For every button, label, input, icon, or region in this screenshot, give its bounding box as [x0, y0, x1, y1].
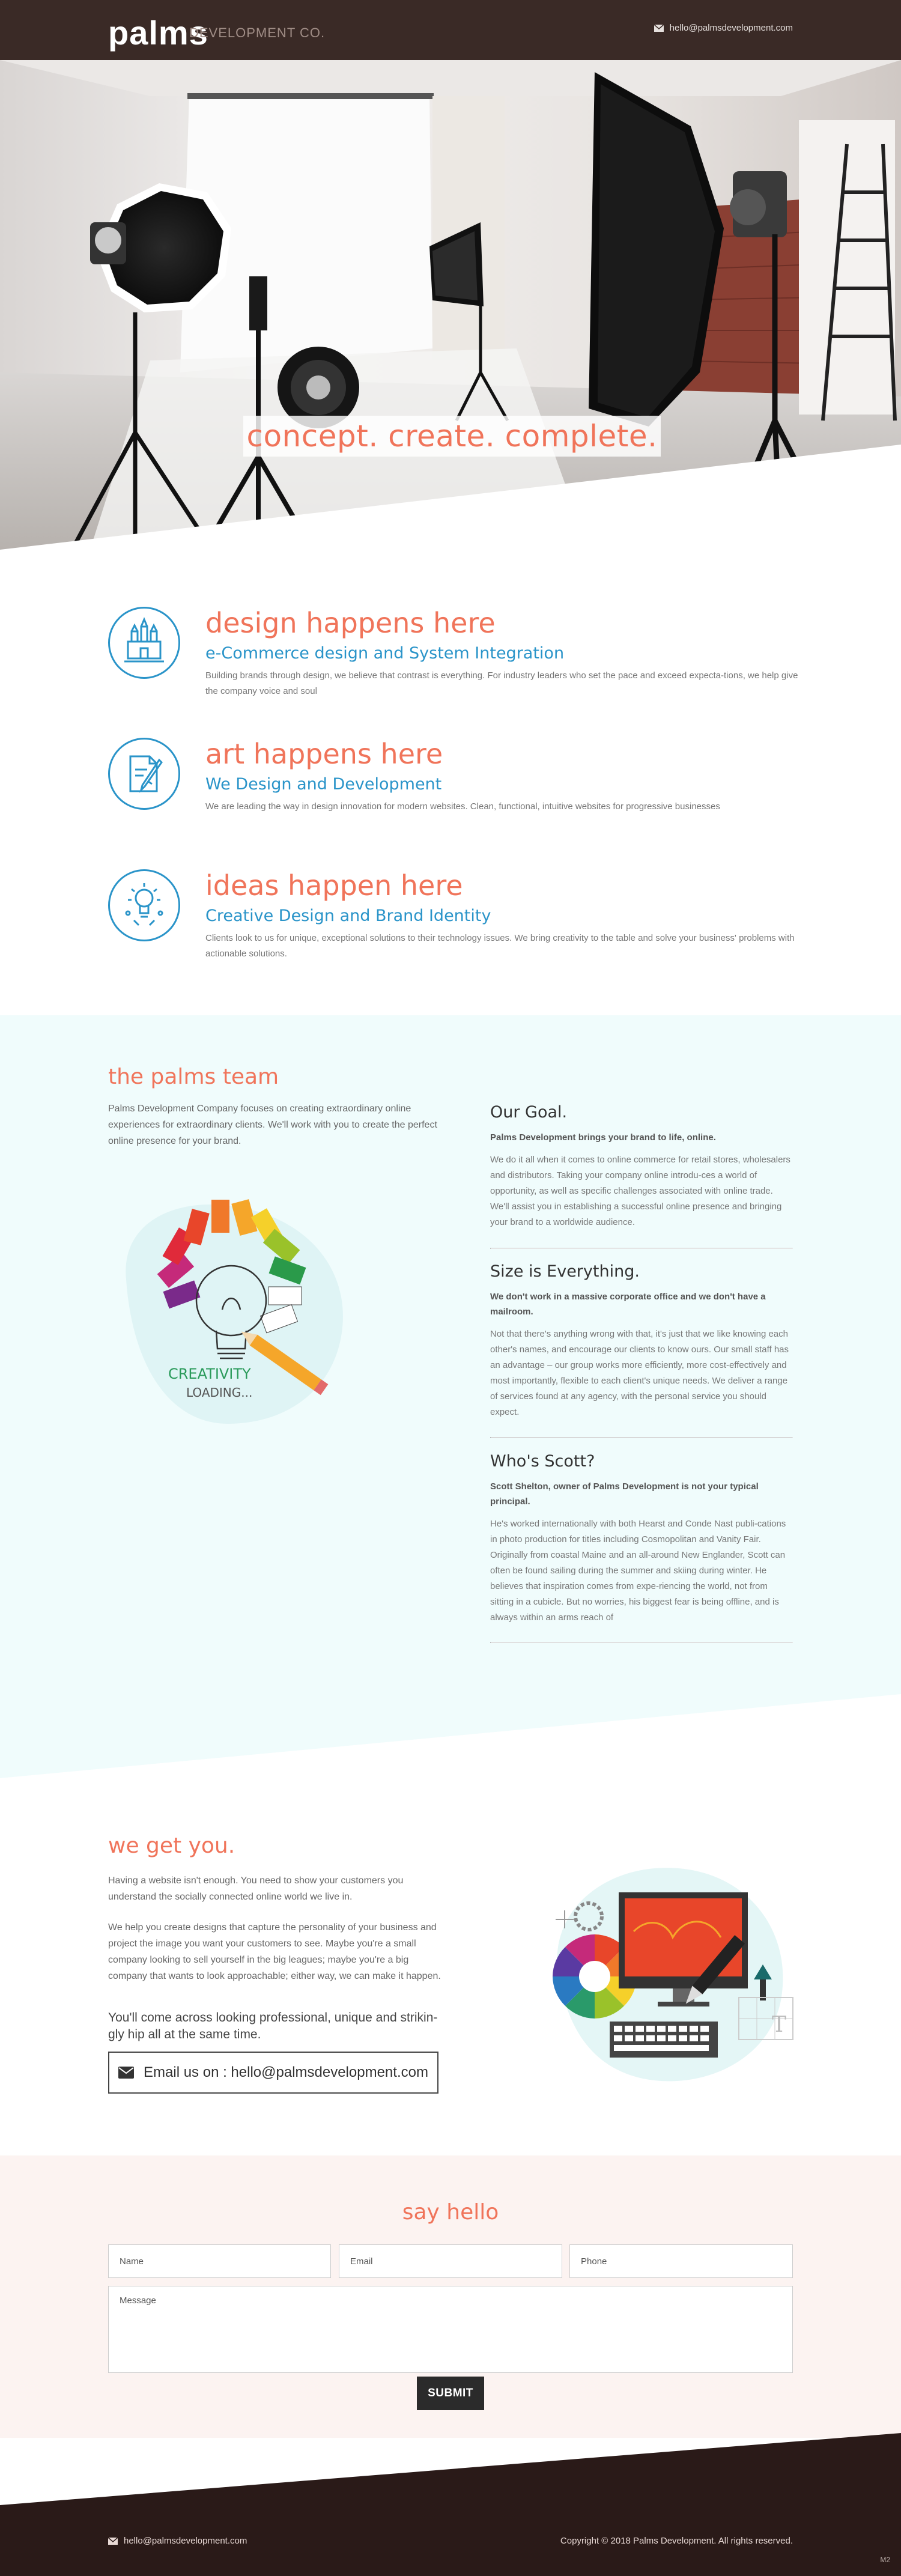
studio-photo-image: [0, 60, 901, 550]
divider: [490, 1248, 793, 1249]
castle-design-icon: [108, 607, 180, 679]
hero-tagline-box: [243, 416, 661, 457]
header-email-link[interactable]: [654, 23, 793, 33]
get-you-paragraph-2: We help you create designs that capture the personality of your business and project the image you want your customers to see. Maybe you're a small company looking to sell yourself in the big leagues; maybe you're a big company that wants to look approachable; either way, we can make it happen.: [108, 1922, 441, 1981]
divider: [490, 1642, 793, 1643]
block-text: Not that there's anything wrong with that, it's just that we like knowing each other's names, and encourage our clients to know ours. Our small staff has an advantage – our group works more efficiently, more cost-effectively and most importantly, flexible to each client's unique needs. We deliver a range of services found at any agency, with the personal service you should expect.: [490, 1329, 789, 1417]
block-text: We do it all when it comes to online commerce for retail stores, wholesalers and distributors. Taking your company online introdu-ces a world of opportunity, as well as specific challenges associated with online trade. We'll assist you in establishing a successful online presence and bringing your brand to a worldwide audience.: [490, 1155, 790, 1227]
name-field[interactable]: [108, 2244, 331, 2278]
footer-badge: M2: [880, 2556, 890, 2564]
service-title: ideas happen here: [205, 869, 463, 902]
service-subtitle: e-Commerce design and System Integration: [205, 644, 565, 663]
block-heading: Size is Everything.: [490, 1262, 640, 1281]
pencil-document-icon: [108, 738, 180, 810]
message-field[interactable]: [108, 2286, 793, 2373]
envelope-icon: [108, 2538, 118, 2545]
footer-email-link[interactable]: [108, 2536, 247, 2546]
hero-section: [0, 60, 901, 550]
get-you-title: we get you.: [108, 1833, 235, 1858]
footer-email-text: hello@palmsdevelopment.com: [124, 2536, 247, 2546]
block-lead: Palms Development brings your brand to life, online.: [490, 1132, 716, 1143]
submit-button[interactable]: SUBMIT: [417, 2377, 484, 2410]
svg-text:T: T: [772, 2012, 787, 2037]
service-design: [108, 607, 798, 709]
hero-tagline: concept. create. complete.: [246, 419, 658, 454]
service-text: Clients look to us for unique, exceptional solutions to their technology issues. We bring creativity to the table and solve your business' problems with actionable solutions.: [205, 933, 795, 959]
footer-background: [0, 2433, 901, 2576]
team-title: the palms team: [108, 1065, 279, 1089]
phone-field[interactable]: [569, 2244, 793, 2278]
get-you-paragraph-1: Having a website isn't enough. You need to show your customers you understand the socially connected online world we live in.: [108, 1876, 404, 1902]
email-us-button[interactable]: [108, 2052, 438, 2094]
service-title: art happens here: [205, 738, 443, 770]
email-us-label: Email us on : hello@palmsdevelopment.com: [144, 2064, 428, 2080]
logo[interactable]: palms: [108, 14, 208, 52]
block-heading: Who's Scott?: [490, 1452, 595, 1471]
service-subtitle: We Design and Development: [205, 775, 442, 794]
team-block-scott: [490, 1452, 793, 1626]
loading-art-text: LOADING...: [186, 1385, 253, 1400]
block-heading: Our Goal.: [490, 1103, 568, 1122]
team-block-goal: [490, 1103, 793, 1230]
block-lead: Scott Shelton, owner of Palms Development is not your typical principal.: [490, 1481, 759, 1507]
service-ideas: [108, 869, 793, 971]
creativity-lightbulb-illustration: [108, 1171, 366, 1436]
service-text: Building brands through design, we believe that contrast is everything. For industry leaders who set the pace and exceed expecta-tions, we help give the company voice and soul: [205, 670, 798, 696]
web-design-illustration: [523, 1826, 799, 2097]
service-art: [108, 738, 793, 840]
envelope-icon: [118, 2067, 134, 2079]
lightbulb-idea-icon: [108, 869, 180, 941]
block-lead: We don't work in a massive corporate office and we don't have a mailroom.: [490, 1292, 766, 1317]
logo-subtitle: DEVELOPMENT CO.: [189, 25, 326, 40]
service-subtitle: Creative Design and Brand Identity: [205, 907, 491, 925]
email-field[interactable]: [339, 2244, 562, 2278]
service-title: design happens here: [205, 607, 496, 639]
creativity-art-text: CREATIVITY: [168, 1365, 251, 1382]
divider: [490, 1437, 793, 1438]
team-intro: Palms Development Company focuses on creating extraordinary online experiences for extraordinary clients. We'll work with you to create the perfect online presence for your brand.: [108, 1104, 437, 1146]
team-block-size: [490, 1262, 793, 1420]
service-text: We are leading the way in design innovation for modern websites. Clean, functional, intuitive websites for progressive businesses: [205, 801, 720, 812]
envelope-icon: [654, 25, 664, 32]
get-you-highlight: You'll come across looking professional, unique and strikin-gly hip all at the same time.: [108, 2011, 438, 2041]
block-text: He's worked internationally with both Hearst and Conde Nast publi-cations in photo production for titles including Cosmopolitan and Vanity Fair. Originally from coastal Maine and an all-around New Englander, Scott can often be found sailing during the summer and skiing during winter. He believes that inspiration comes from expe-riencing the world, not from sitting in a cubicle. But no worries, his biggest fear is being offline, and is always within an arms reach of: [490, 1519, 786, 1623]
contact-title: say hello: [402, 2200, 499, 2225]
header-email-text: hello@palmsdevelopment.com: [669, 23, 793, 33]
footer-copyright: Copyright © 2018 Palms Development. All rights reserved.: [560, 2536, 793, 2546]
